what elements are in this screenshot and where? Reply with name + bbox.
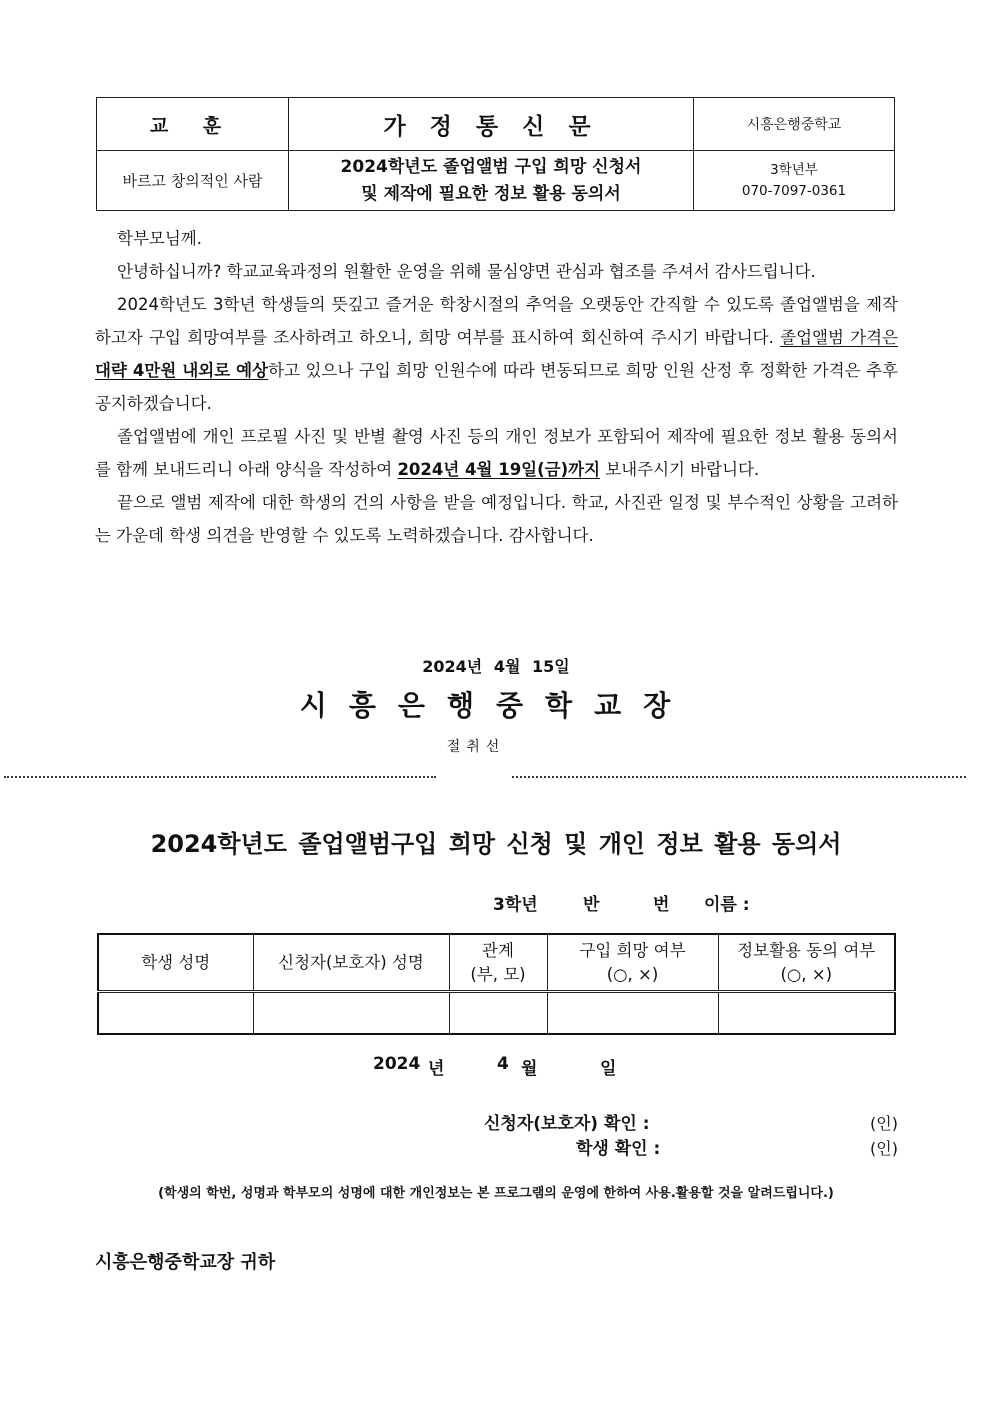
sign-month-unit: 월 xyxy=(521,1059,538,1079)
sign-month: 4 xyxy=(497,1054,509,1074)
applicant-confirm-label: 신청자(보호자) 확인 : xyxy=(484,1114,650,1134)
column-purchase-label: 구입 희망 여부 xyxy=(579,940,686,960)
paragraph-consent xyxy=(95,420,898,486)
subject-line-2: 및 제작에 필요한 정보 활용 동의서 xyxy=(361,183,621,204)
input-student-name[interactable] xyxy=(98,992,253,1035)
column-relation xyxy=(449,934,547,992)
subject-line-1: 2024학년도 졸업앨범 구입 희망 신청서 xyxy=(340,156,642,177)
column-consent xyxy=(718,934,895,992)
column-student-name: 학생 성명 xyxy=(98,934,253,992)
price-note-rest: 하고 있으나 구입 희망 인원수에 따라 변동되므로 희망 인원 산정 후 정확한 가격은 추후 공지하겠습니다. xyxy=(95,361,898,413)
paragraph-album-survey xyxy=(95,288,898,420)
department-contact xyxy=(694,151,895,211)
principal-title: 시흥은행중학교장 xyxy=(299,689,693,722)
cut-line-left xyxy=(4,776,436,778)
column-purchase xyxy=(547,934,718,992)
paragraph-greeting: 안녕하십니까? 학교교육과정의 원활한 운영을 위해 물심양면 관심과 협조를 주셔서 감사드립니다. xyxy=(117,262,816,281)
column-consent-options: (○, ×) xyxy=(780,964,833,984)
number-label: 번 xyxy=(653,895,670,915)
input-consent[interactable] xyxy=(718,992,895,1035)
form-title: 2024학년도 졸업앨범구입 희망 신청 및 개인 정보 활용 동의서 xyxy=(150,830,842,858)
input-applicant-name[interactable] xyxy=(253,992,449,1035)
application-table xyxy=(97,933,896,1035)
sign-year: 2024 xyxy=(373,1054,421,1074)
school-motto: 바르고 창의적인 사람 xyxy=(97,151,289,211)
cut-line-label: 절취선 xyxy=(446,739,506,755)
column-relation-options: (부, 모) xyxy=(470,964,526,984)
paragraph-consent-rest: 보내주시기 바랍니다. xyxy=(600,460,760,479)
price-note-text: 졸업앨범 가격은 xyxy=(780,328,898,347)
input-relation[interactable] xyxy=(449,992,547,1035)
price-estimate: 대략 4만원 내외로 예상 xyxy=(95,361,269,380)
privacy-notice: (학생의 학번, 성명과 학부모의 성명에 대한 개인정보는 본 프로그램의 운영에 한하여 사용.활용할 것을 알려드립니다.) xyxy=(158,1186,834,1201)
column-consent-label: 정보활용 동의 여부 xyxy=(737,940,876,960)
deadline: 2024년 4월 19일(금)까지 xyxy=(397,460,601,479)
letter-subject xyxy=(289,151,694,211)
sign-date xyxy=(0,1054,992,1080)
school-name: 시흥은행중학교 xyxy=(694,98,895,151)
addressee: 시흥은행중학교장 귀하 xyxy=(95,1252,276,1273)
department-phone: 070-7097-0361 xyxy=(741,182,847,199)
cut-line-right xyxy=(512,776,966,778)
sign-day-unit: 일 xyxy=(600,1059,617,1079)
department-name: 3학년부 xyxy=(770,161,818,178)
column-applicant-name: 신청자(보호자) 성명 xyxy=(253,934,449,992)
column-purchase-options: (○, ×) xyxy=(606,964,659,984)
grade-label: 3학년 xyxy=(493,895,538,915)
paragraph-album-survey-text: 2024학년도 3학년 학생들의 뜻깊고 즐거운 학창시절의 추억을 오랫동안 간직할 수 있도록 졸업앨범을 제작하고자 구입 희망여부를 조사하려고 하오니, 희망 여부를 표시하여 회신하여 주시기 바랍니다. xyxy=(95,295,898,347)
student-class-line xyxy=(0,890,992,916)
student-seal[interactable]: (인) xyxy=(870,1139,898,1158)
sign-year-unit: 년 xyxy=(428,1059,445,1079)
motto-label: 교 훈 xyxy=(97,98,289,151)
student-confirm-label: 학생 확인 : xyxy=(576,1139,661,1159)
salutation: 학부모님께. xyxy=(117,229,202,248)
class-label: 반 xyxy=(583,895,600,915)
paragraph-consent-text: 졸업앨범에 개인 프로필 사진 및 반별 촬영 사진 등의 개인 정보가 포함되어 제작에 필요한 정보 활용 동의서를 함께 보내드리니 아래 양식을 작성하여 xyxy=(95,427,898,479)
paragraph-closing: 끝으로 앨범 제작에 대한 학생의 건의 사항을 받을 예정입니다. 학교, 사진관 일정 및 부수적인 상황을 고려하는 가운데 학생 의견을 반영할 수 있도록 노력하겠습니다. 감사합니다. xyxy=(95,493,898,545)
applicant-seal[interactable]: (인) xyxy=(870,1114,898,1133)
letter-type-title: 가 정 통 신 문 xyxy=(289,98,694,151)
input-purchase[interactable] xyxy=(547,992,718,1035)
letter-header-table xyxy=(96,97,895,211)
column-relation-label: 관계 xyxy=(482,940,514,960)
letter-date: 2024년 4월 15일 xyxy=(422,657,570,676)
name-label: 이름 : xyxy=(704,895,750,915)
letter-body xyxy=(95,222,898,552)
